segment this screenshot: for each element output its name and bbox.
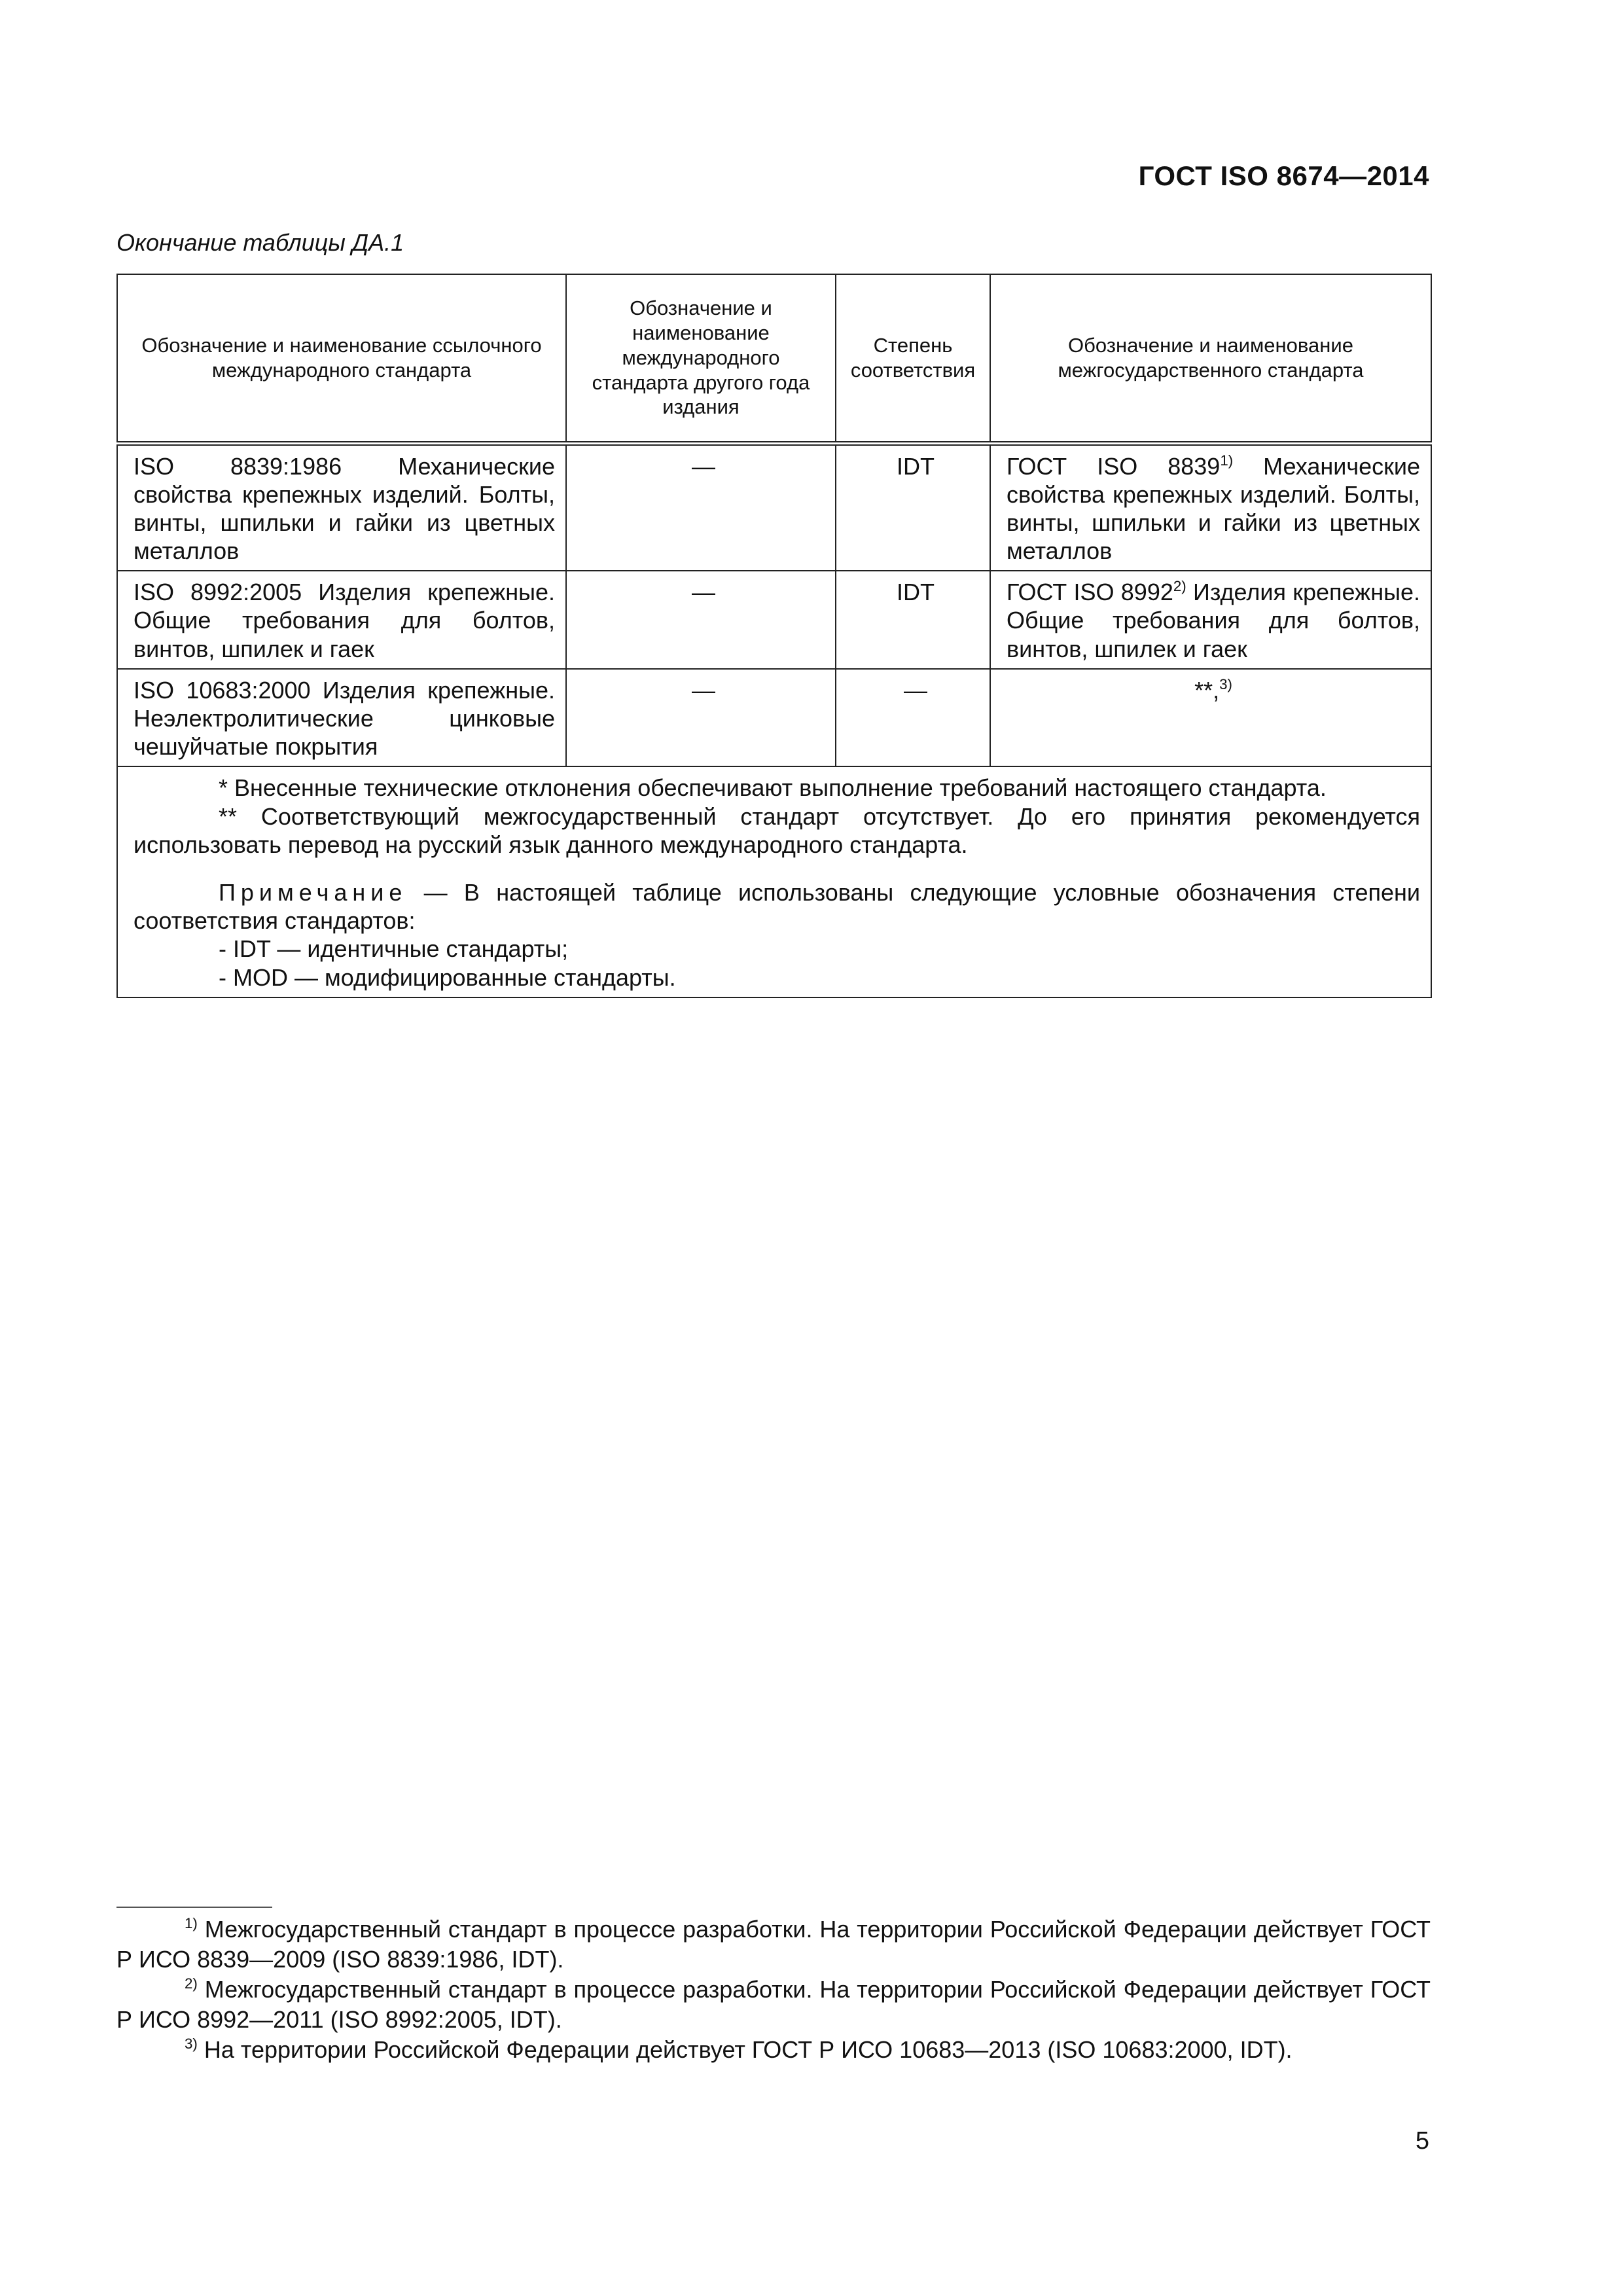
note-paragraph — [134, 878, 1420, 935]
footnote — [116, 2035, 1431, 2065]
footnote-ref: 3) — [1219, 675, 1232, 692]
other-year-cell: — — [566, 443, 836, 571]
footnote — [116, 1914, 1431, 1975]
footnote-separator — [116, 1907, 272, 1908]
footnote-ref: 2) — [1173, 578, 1186, 595]
reference-standard-cell: ISO 10683:2000 Изделия крепежные. Неэлектролитические цинковые чешуйчатые покрытия — [117, 669, 566, 767]
column-header-reference: Обозначение и наименование ссылочного международного стандарта — [117, 274, 566, 443]
note-label: Примечание — [219, 878, 408, 906]
gost-title: Механические свойства крепежных изделий. Болты, винты, шпильки и гайки из цветных металлов — [1007, 452, 1421, 565]
footnote-text: На территории Российской Федерации действует ГОСТ Р ИСО 10683—2013 (ISO 10683:2000, IDT). — [197, 2036, 1293, 2064]
note-star-1: * Внесенные технические отклонения обеспечивают выполнение требований настоящего стандарта. — [219, 774, 1327, 802]
list-item: - MOD — модифицированные стандарты. — [219, 963, 676, 991]
footnote-mark: 2) — [185, 1975, 198, 1992]
notes-row — [117, 766, 1431, 997]
gost-title: Изделия крепежные. Общие требования для болтов, винтов, шпилек и гаек — [1007, 579, 1420, 662]
degree-cell: IDT — [836, 443, 990, 571]
gost-code: **, — [1194, 676, 1220, 704]
gost-code: ГОСТ ISO 8839 — [1007, 452, 1221, 480]
footnote-text: Межгосударственный стандарт в процессе разработки. На территории Российской Федерации действует ГОСТ Р ИСО 8839—2009 (ISO 8839:1986, IDT). — [116, 1916, 1431, 1973]
footnote-mark: 3) — [185, 2036, 198, 2053]
footnotes — [116, 1914, 1431, 2065]
note-star-2: ** Соответствующий межгосударственный стандарт отсутствует. До его принятия рекомендуется использовать перевод на русский язык данного международного стандарта. — [134, 802, 1420, 858]
other-year-cell: — — [566, 571, 836, 669]
footnote-ref: 1) — [1220, 452, 1234, 469]
footnote-text: Межгосударственный стандарт в процессе разработки. На территории Российской Федерации действует ГОСТ Р ИСО 8992—2011 (ISO 8992:2005, IDT). — [116, 1976, 1431, 2034]
table-row — [117, 443, 1431, 571]
note-list — [134, 935, 1420, 991]
gost-code: ГОСТ ISO 8992 — [1007, 579, 1173, 606]
table-caption: Окончание таблицы ДА.1 — [116, 229, 404, 256]
column-header-other-year: Обозначение и наименование международного стандарта другого года издания — [566, 274, 836, 443]
column-header-degree: Степень соответствия — [836, 274, 990, 443]
page-number: 5 — [1415, 2127, 1429, 2155]
table-row — [117, 571, 1431, 669]
note-text: — В настоящей таблице использованы следующие условные обозначения степени соответствия стандартов: — [134, 878, 1420, 935]
column-header-interstate: Обозначение и наименование межгосударственного стандарта — [990, 274, 1431, 443]
footnote — [116, 1975, 1431, 2035]
reference-standard-cell: ISO 8839:1986 Механические свойства крепежных изделий. Болты, винты, шпильки и гайки из цветных металлов — [117, 443, 566, 571]
other-year-cell: — — [566, 669, 836, 767]
list-item: - IDT — идентичные стандарты; — [219, 935, 569, 963]
interstate-standard-cell — [990, 571, 1431, 669]
degree-cell: IDT — [836, 571, 990, 669]
interstate-standard-cell — [990, 443, 1431, 571]
degree-cell: — — [836, 669, 990, 767]
footnote-mark: 1) — [185, 1915, 198, 1932]
standards-table — [116, 274, 1432, 998]
notes-cell — [117, 766, 1431, 997]
interstate-standard-cell — [990, 669, 1431, 767]
table-row — [117, 669, 1431, 767]
document-code: ГОСТ ISO 8674—2014 — [1138, 160, 1429, 191]
reference-standard-cell: ISO 8992:2005 Изделия крепежные. Общие требования для болтов, винтов, шпилек и гаек — [117, 571, 566, 669]
